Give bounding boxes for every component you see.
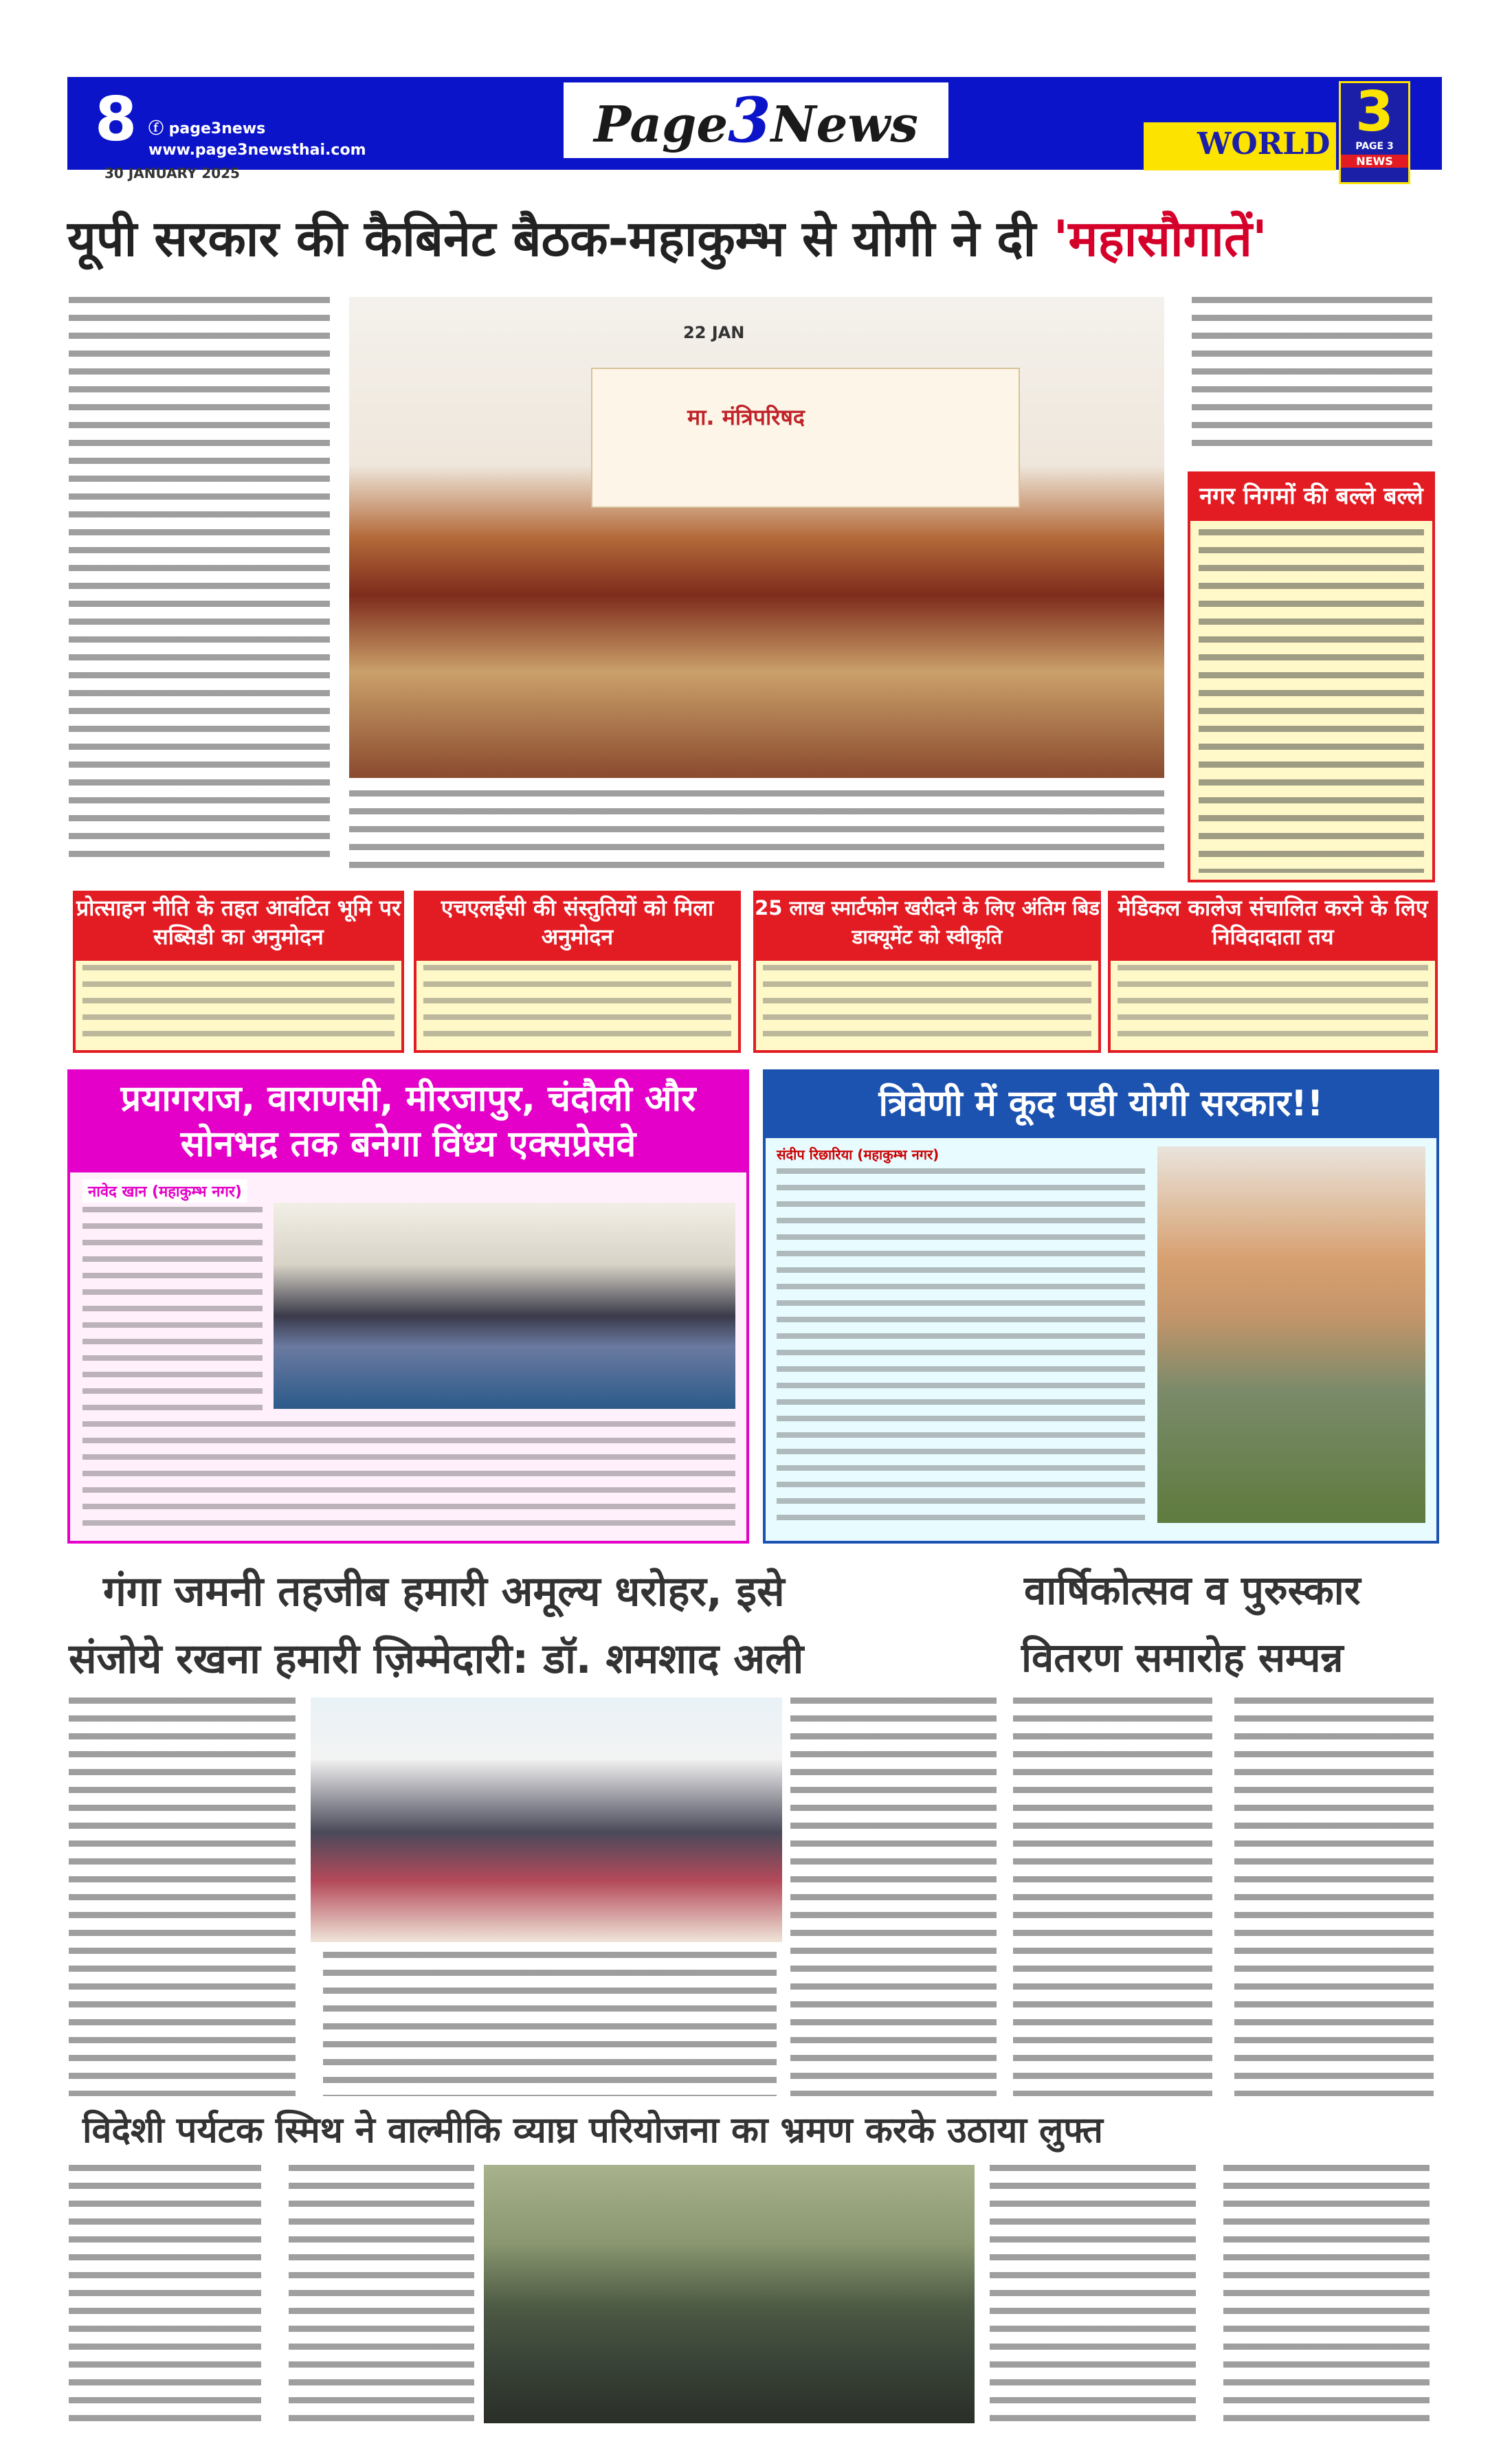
tourist-text-col1 <box>69 2165 261 2426</box>
triveni-headline: त्रिवेणी में कूद पडी योगी सरकार!! <box>763 1069 1439 1138</box>
story-box-3-title: 25 लाख स्मार्टफोन खरीदने के लिए अंतिम बिड डाक्यूमेंट को स्वीकृति <box>753 891 1101 961</box>
expressway-bottom-text <box>82 1421 735 1534</box>
facebook-icon: ⓕ <box>148 120 169 137</box>
side-story-title: नगर निगमों की बल्ले बल्ले <box>1188 471 1435 521</box>
story-box-4-title: मेडिकल कालेज संचालित करने के लिए निविदादाता तय <box>1108 891 1438 961</box>
triveni-text <box>777 1168 1145 1530</box>
side-story-text <box>1199 529 1424 873</box>
page3-badge-logo: 3 PAGE 3 NEWS <box>1339 81 1410 184</box>
photo-date-stamp: 22 JAN <box>683 323 745 342</box>
annual-function-text-col2 <box>1234 1698 1434 2096</box>
tiger-reserve-safari-photo <box>484 2165 975 2423</box>
story-box-2-text <box>423 965 731 1046</box>
tourist-headline: विदेशी पर्यटक स्मिथ ने वाल्मीकि व्याघ्र परियोजना का भ्रमण करके उठाया लुफ्त <box>82 2110 1103 2151</box>
issue-date: 30 JANUARY 2025 <box>104 165 240 181</box>
ganga-event-photo <box>311 1698 782 1942</box>
annual-function-headline-line2: वितरण समारोह सम्पन्न <box>1021 1634 1344 1681</box>
main-story-right-column <box>1192 297 1432 455</box>
story-box-1-text <box>82 965 394 1046</box>
story-box-2-title: एचएलईसी की संस्तुतियों को मिला अनुमोदन <box>414 891 741 961</box>
story-box-4-text <box>1118 965 1428 1046</box>
expressway-left-text <box>82 1207 263 1413</box>
ganga-headline-line1: गंगा जमनी तहजीब हमारी अमूल्य धरोहर, इसे <box>103 1568 785 1616</box>
tourist-text-col2 <box>289 2165 474 2426</box>
ganga-headline-line2: संजोये रखना हमारी ज़िम्मेदारी: डॉ. शमशाद अली <box>69 1635 804 1683</box>
ganga-right-text <box>790 1698 997 2096</box>
ganga-left-text <box>69 1698 296 2096</box>
annual-function-text-col1 <box>1013 1698 1212 2096</box>
facebook-handle: ⓕ page3news <box>148 120 266 137</box>
expressway-byline: नावेद खान (महाकुम्भ नगर) <box>82 1179 247 1203</box>
tourist-text-col4 <box>1223 2165 1430 2426</box>
holy-dip-photo <box>1157 1146 1425 1523</box>
story-box-1-title: प्रोत्साहन नीति के तहत आवंटित भूमि पर सब्सिडी का अनुमोदन <box>73 891 404 961</box>
story-box-3-text <box>763 965 1091 1046</box>
newspaper-logo: Page3News <box>564 82 948 158</box>
main-story-bottom-text <box>349 790 1164 873</box>
main-story-left-column <box>69 297 330 860</box>
annual-function-headline-line1: वार्षिकोत्सव व पुरुस्कार <box>1024 1567 1361 1614</box>
main-headline: यूपी सरकार की कैबिनेट बैठक-महाकुम्भ से योगी ने दी 'महासौगातें' <box>67 210 1267 267</box>
photo-banner <box>591 368 1020 508</box>
triveni-byline: संदीप रिछारिया (महाकुम्भ नगर) <box>777 1146 940 1163</box>
website-link[interactable]: www.page3newsthai.com <box>148 142 366 159</box>
ganga-bottom-text <box>323 1952 777 2096</box>
expressway-meeting-photo <box>274 1203 735 1409</box>
expressway-headline: प्रयागराज, वाराणसी, मीरजापुर, चंदौली और सोनभद्र तक बनेगा विंध्य एक्सप्रेसवे <box>67 1069 749 1172</box>
page-number: 8 <box>95 84 137 155</box>
section-label: WORLD <box>1197 126 1331 162</box>
photo-banner-text: मा. मंत्रिपरिषद <box>687 404 805 430</box>
tourist-text-col3 <box>990 2165 1196 2426</box>
